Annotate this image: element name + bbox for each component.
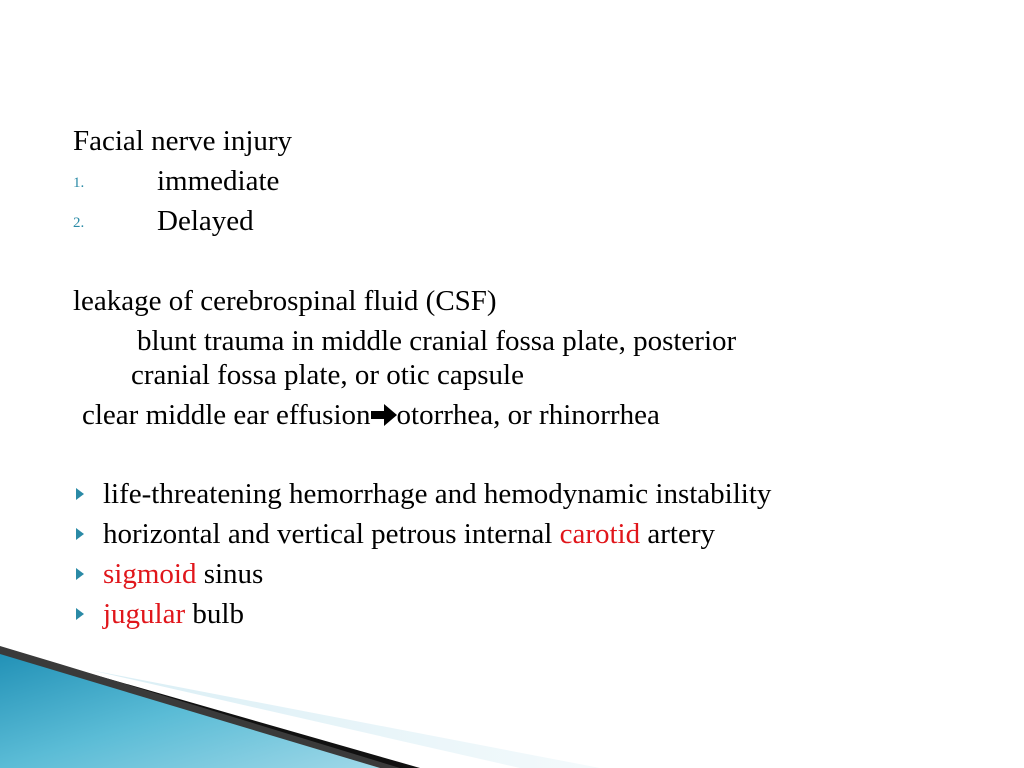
- bullet-item-sigmoid: [103, 557, 263, 591]
- bullet-arrow-icon: [76, 528, 84, 540]
- csf-effusion-line: [82, 398, 660, 432]
- jugular-highlight: jugular: [103, 598, 186, 630]
- bullet-arrow-icon: [76, 488, 84, 500]
- list-number-1: 1.: [73, 175, 85, 191]
- csf-detail-line1: blunt trauma in middle cranial fossa plate, posterior: [137, 325, 737, 357]
- sigmoid-text-after: sinus: [196, 558, 264, 590]
- sigmoid-highlight: sigmoid: [103, 558, 197, 590]
- effusion-text-before: clear middle ear effusion: [82, 399, 371, 431]
- bullet-arrow-icon: [76, 568, 84, 580]
- bullet-item-carotid: [103, 517, 715, 551]
- csf-heading: leakage of cerebrospinal fluid (CSF): [73, 285, 497, 317]
- facial-nerve-heading: Facial nerve injury: [73, 125, 293, 157]
- list-number-2: 2.: [73, 215, 85, 231]
- csf-detail-line2: cranial fossa plate, or otic capsule: [131, 359, 524, 391]
- carotid-text-before: horizontal and vertical petrous internal: [103, 518, 560, 550]
- carotid-text-after: artery: [640, 518, 715, 550]
- list-item-delayed: Delayed: [157, 205, 254, 237]
- decorative-swoosh: [0, 640, 1024, 768]
- bullet-item-hemorrhage: life-threatening hemorrhage and hemodynamic instability: [103, 478, 772, 510]
- list-item-immediate: immediate: [157, 165, 280, 197]
- right-arrow-icon: [371, 404, 397, 426]
- jugular-text-after: bulb: [185, 598, 244, 630]
- bullet-arrow-icon: [76, 608, 84, 620]
- carotid-highlight: carotid: [559, 518, 641, 550]
- bullet-item-jugular: [103, 597, 244, 631]
- effusion-text-after: otorrhea, or rhinorrhea: [396, 399, 660, 431]
